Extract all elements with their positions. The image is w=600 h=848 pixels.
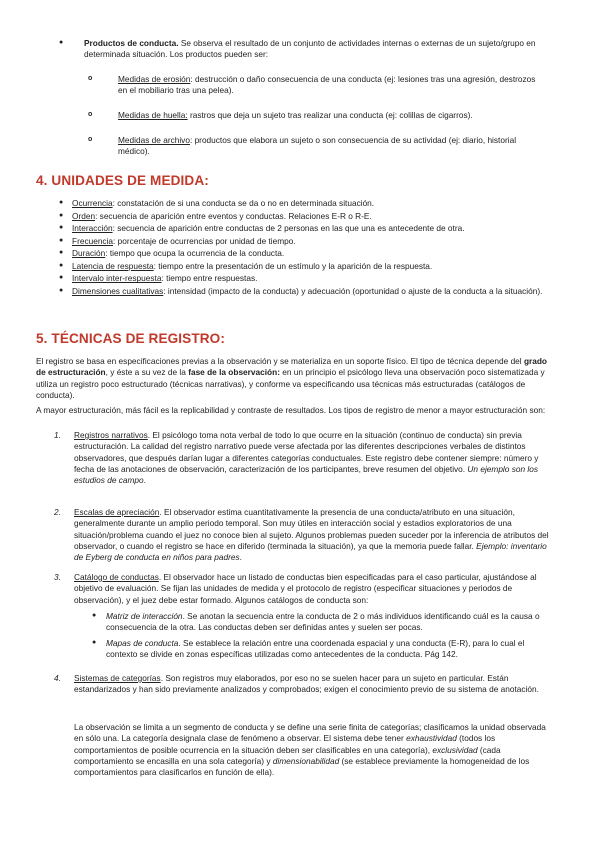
definition: : tiempo entre la presentación de un estímulo y la aparición de la respuesta.: [153, 260, 433, 271]
circle-bullet-icon: o: [88, 75, 93, 82]
section-heading-units: 4. UNIDADES DE MEDIDA:: [36, 173, 209, 188]
sub-item-term: Medidas de erosión: [118, 74, 191, 84]
bullet-icon: ●: [92, 612, 97, 619]
bullet-icon: ●: [59, 224, 64, 232]
circle-bullet-icon: o: [88, 111, 93, 118]
term: Dimensiones cualitativas: [72, 286, 164, 297]
list-item: [56, 198, 548, 209]
products-title: Productos de conducta.: [84, 38, 179, 48]
definition: : intensidad (impacto de la conducta) y adecuación (oportunidad o ajuste de la conducta a la situación).: [163, 286, 543, 297]
list-item: [56, 286, 548, 297]
products-paragraph: [84, 38, 548, 61]
term: Intervalo inter-respuesta: [72, 273, 162, 284]
units-list: [56, 198, 548, 299]
definition: : secuencia de aparición entre conductas de 2 personas en las que una es antecedente de otra.: [112, 223, 465, 234]
numbered-item-categorias: 4. Sistemas de categorías. Son registros muy elaborados, por eso no se suelen hacer para un sujeto en particular. Están estandarizados y han sido previamente analizados y comprobados; exigen el conocimiento previo de su sistema de anotación.: [54, 673, 539, 695]
list-item: [56, 248, 548, 259]
bullet-icon: ●: [59, 287, 64, 295]
term: Frecuencia: [72, 235, 114, 246]
definition: : tiempo que ocupa la ocurrencia de la conducta.: [105, 248, 285, 259]
list-item: [56, 236, 548, 247]
section-heading-techniques: 5. TÉCNICAS DE REGISTRO:: [36, 331, 225, 346]
categories-paragraph: La observación se limita a un segmento de conducta y se define una serie finita de categorías; clasificamos la unidad observada en sólo una. La categoría designala clase de fenómeno a observar. El sistema debe tener exhaustividad (todos los comportamientos de posible ocurrencia en la situación deben ser clasificables en una categoría), exclusividad (cada comportamiento se encasilla en una sola categoría) y dimensionabilidad (se establece previamente la homogeneidad de los comportamientos para clasificarlos en función de ella).: [74, 722, 546, 778]
bullet-icon: ●: [59, 39, 64, 46]
bullet-icon: ●: [59, 261, 64, 269]
products-text: Se observa el resultado de un conjunto de actividades internas o externas de un sujeto/grupo en determinada situación. Los productos pueden ser:: [84, 38, 536, 60]
list-item: [56, 211, 548, 222]
bullet-icon: ●: [92, 638, 97, 646]
sub-item-erosion: [88, 74, 538, 97]
numbered-item-escalas: 2. Escalas de apreciación. El observador estima cuantitativamente la presencia de una conducta/atributo en una situación, generalmente durante un amplio periodo temporal. Son muy útiles en interacción social y estadios exploratorios de una situación/problema cuando el juez no conoce bien al sujeto. Algunos problemas pueden suceder por la inferencia de atributos del observador, o cuando el registro se hace en diferido (terminada la situación), ya que la memoria puede fallar. Ejemplo: inventario de Eyberg de conducta en niños para padres.: [54, 507, 549, 563]
definition: : secuencia de aparición entre eventos y conductas. Relaciones E-R o R-E.: [95, 210, 372, 221]
sub-item-huella: [88, 110, 538, 121]
item-number: 1.: [54, 430, 61, 440]
item-number: 3.: [54, 572, 61, 582]
bullet-icon: ●: [59, 274, 64, 282]
sub-item-term: Medidas de archivo: [118, 135, 190, 145]
definition: : porcentaje de ocurrencias por unidad de tiempo.: [113, 235, 296, 246]
intro-paragraph: El registro se basa en especificaciones previas a la observación y se materializa en un soporte físico. El tipo de técnica depende del grado de estructuración, y éste a su vez de la fase de la observación: en un principio el psicólogo lleva una observación poco sistematizada y utiliza un registro poco estructurado (técnicas narrativas), y conforme va especificando usa técnicas más estructuradas (catálogos de conducta).: [36, 356, 548, 400]
item-number: 4.: [54, 673, 61, 683]
term: Ocurrencia: [72, 198, 113, 208]
list-item: ● Mapas de conducta. Se establece la relación entre una coordenada espacial y una conducta (E-R), para lo cual el contexto se divide en zonas específicas utilizadas como antecedentes de la conducta. Pág 142.: [92, 637, 525, 659]
bullet-icon: ●: [59, 236, 64, 244]
term: Escalas de apreciación: [74, 507, 160, 517]
sub-item-text: : destrucción o daño consecuencia de una conducta (ej: lesiones tras una agresión, destrozos en el mobiliario tras una pelea).: [118, 74, 536, 96]
definition: : tiempo entre respuestas.: [161, 273, 258, 284]
term: Interacción: [72, 223, 113, 234]
term: Registros narrativos: [74, 430, 148, 440]
list-item: [56, 273, 548, 284]
bullet-icon: ●: [59, 211, 64, 219]
bullet-icon: ●: [59, 199, 64, 206]
list-item: [56, 261, 548, 272]
bullet-icon: ●: [59, 249, 64, 257]
products-item: [56, 38, 548, 61]
term: Orden: [72, 210, 96, 221]
circle-bullet-icon: o: [88, 136, 93, 143]
sub-item-archivo: [88, 135, 538, 158]
structuring-paragraph: A mayor estructuración, más fácil es la replicabilidad y contraste de resultados. Los tipos de registro de menor a mayor estructuración son:: [36, 405, 546, 415]
term: Catálogo de conductas: [74, 572, 159, 582]
list-item: ● Matriz de interacción. Se anotan la secuencia entre la conducta de 2 o más individuos identificando cuál es la causa o consecuencia de la otra. Las conductas deben ser definidas antes y suelen ser pocas.: [92, 611, 540, 633]
sub-item-text: rastros que deja un sujeto tras realizar una conducta (ej: colillas de cigarros).: [187, 110, 473, 120]
numbered-item-catalogo: 3. Catálogo de conductas. El observador hace un listado de conductas bien especificadas para el caso particular, ajustándose al objetivo de evaluación. Se fijan las unidades de medida y el protocolo de registro (especificar situaciones y periodos de observación), y el juez debe estar formado. Algunos catálogos de conducta son:: [54, 572, 537, 605]
sub-item-text: : productos que elabora un sujeto o son consecuencia de su actividad (ej: diario, historial médico).: [118, 135, 517, 157]
item-number: 2.: [54, 507, 61, 517]
definition: : constatación de si una conducta se da o no en determinada situación.: [112, 198, 375, 208]
term: Duración: [72, 248, 106, 259]
term: Latencia de respuesta: [72, 260, 154, 271]
term: Sistemas de categorías: [74, 673, 161, 683]
list-item: [56, 223, 548, 234]
catalog-sublist: [92, 611, 550, 664]
numbered-item-narrativos: 1. Registros narrativos. El psicólogo toma nota verbal de todo lo que ocurre en la situación (continuo de conducta) sin previa estructuración. La calidad del registro narrativo puede verse afectada por las diferentes descripciones verbales de distintos observadores, que después darían lugar a diferentes categorías conductuales. Este registro debe contener siempre: número y fecha de las anotaciones de observación, caracterización de los participantes, breve resumen del objetivo. Un ejemplo son los estudios de campo.: [54, 430, 539, 486]
sub-item-term: Medidas de huella:: [118, 110, 188, 120]
